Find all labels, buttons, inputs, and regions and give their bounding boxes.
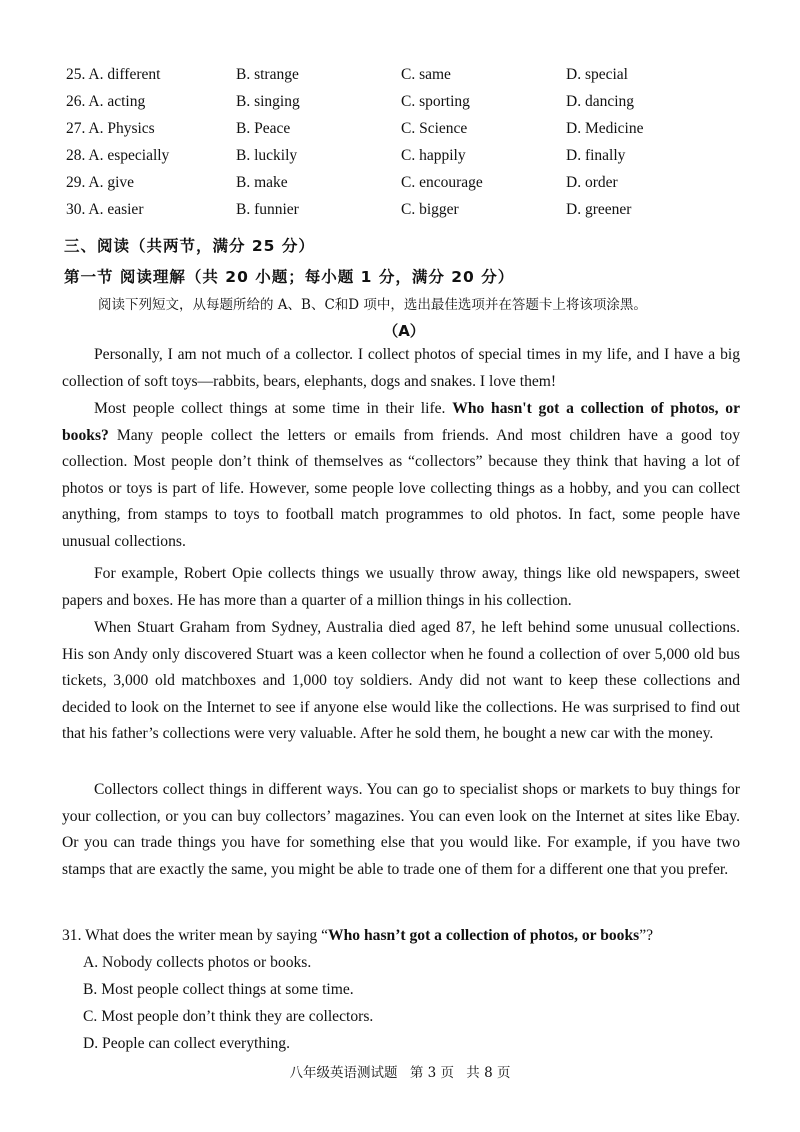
option-d: D. order — [566, 174, 618, 191]
option-row-30 — [0, 201, 800, 228]
option-b: B. make — [236, 174, 288, 191]
paragraph-4: When Stuart Graham from Sydney, Australia died aged 87, he left behind some unusual collections. His son Andy only discovered Stuart was a keen collector when he found a collection of over 5,000 old bus tickets, 3,000 old matchboxes and 1,000 toy soldiers. Andy did not want to keep these collections and decided to look on the Internet to see if anyone else would like the collections. He was surprised to find out that his father’s collections were very valuable. After he sold them, he bought a new car with the money. — [62, 619, 740, 743]
answer-option-c: C. Most people don’t think they are collectors. — [83, 1008, 374, 1025]
question-31-suffix: ”? — [639, 927, 654, 944]
paragraph-3: For example, Robert Opie collects things we usually throw away, things like old newspapers, sweet papers and boxes. He has more than a quarter of a million things in his collection. — [62, 565, 740, 609]
option-row-28 — [0, 147, 800, 174]
option-b: B. singing — [236, 93, 300, 110]
option-a: 27. A. Physics — [66, 120, 155, 137]
paragraph-2 — [62, 396, 740, 556]
question-31-quote: Who hasn’t got a collection of photos, or books — [328, 927, 640, 944]
option-c: C. sporting — [401, 93, 470, 110]
option-b: B. funnier — [236, 201, 299, 218]
option-d: D. Medicine — [566, 120, 644, 137]
footer-total-pages: 共 8 页 — [466, 1065, 511, 1081]
paragraph-1: Personally, I am not much of a collector. I collect photos of special times in my life, and I have a big collection of soft toys—rabbits, bears, elephants, dogs and snakes. I love them! — [62, 346, 740, 390]
question-31 — [62, 927, 653, 945]
question-31-prefix: 31. What does the writer mean by saying “ — [62, 927, 329, 944]
option-c: C. same — [401, 66, 451, 83]
option-a: 26. A. acting — [66, 93, 146, 110]
option-d: D. special — [566, 66, 628, 83]
section-3-heading: 三、阅读（共两节，满分 25 分） — [64, 237, 315, 255]
section-1-heading: 第一节 阅读理解（共 20 小题；每小题 1 分，满分 20 分） — [64, 268, 515, 286]
answer-option-a: A. Nobody collects photos or books. — [83, 954, 312, 971]
option-row-29 — [0, 174, 800, 201]
option-d: D. greener — [566, 201, 632, 218]
answer-option-b: B. Most people collect things at some time. — [83, 981, 354, 998]
option-a: 30. A. easier — [66, 201, 144, 218]
footer-page-number: 第 3 页 — [409, 1065, 454, 1081]
option-b: B. strange — [236, 66, 299, 83]
option-d: D. dancing — [566, 93, 635, 110]
instructions: 阅读下列短文，从每题所给的 A、B、C和D 项中，选出最佳选项并在答题卡上将该项涂黑。 — [98, 297, 647, 313]
option-row-25 — [0, 66, 800, 93]
answer-option-d: D. People can collect everything. — [83, 1035, 290, 1052]
option-b: B. Peace — [236, 120, 291, 137]
option-a: 28. A. especially — [66, 147, 170, 164]
option-d: D. finally — [566, 147, 626, 164]
option-a: 25. A. different — [66, 66, 161, 83]
page-footer — [0, 1061, 800, 1081]
quoted-question: Who hasn't got a collection of photos, or books? — [62, 400, 740, 444]
option-b: B. luckily — [236, 147, 298, 164]
option-c: C. happily — [401, 147, 466, 164]
footer-subject: 八年级英语测试题 — [289, 1065, 398, 1081]
paragraph-5: Collectors collect things in different ways. You can go to specialist shops or markets to buy things for your collection, or you can buy collectors’ magazines. You can even look on the Internet at sites like Ebay. Or you can trade things you have for something else that you would like. For example, if you have two stamps that are exactly the same, you might be able to trade one of them for a different one that you prefer. — [62, 781, 740, 878]
passage-label: （A） — [383, 322, 425, 340]
option-row-26 — [0, 93, 800, 120]
option-c: C. encourage — [401, 174, 483, 191]
option-c: C. bigger — [401, 201, 459, 218]
option-row-27 — [0, 120, 800, 147]
option-a: 29. A. give — [66, 174, 135, 191]
option-c: C. Science — [401, 120, 468, 137]
paragraph-2-end: Many people collect the letters or emails from friends. And most children have a good toy collection. Most people don’t think of themselves as “collectors” because they think that having a lot of photos or toys is part of life. However, some people love collecting things as a hobby, and you can collect anything, from stamps to toys to football match programmes to old photos. In fact, some people have unusual collections. — [62, 426, 740, 550]
paragraph-2-start: Most people collect things at some time in their life. — [94, 400, 453, 417]
